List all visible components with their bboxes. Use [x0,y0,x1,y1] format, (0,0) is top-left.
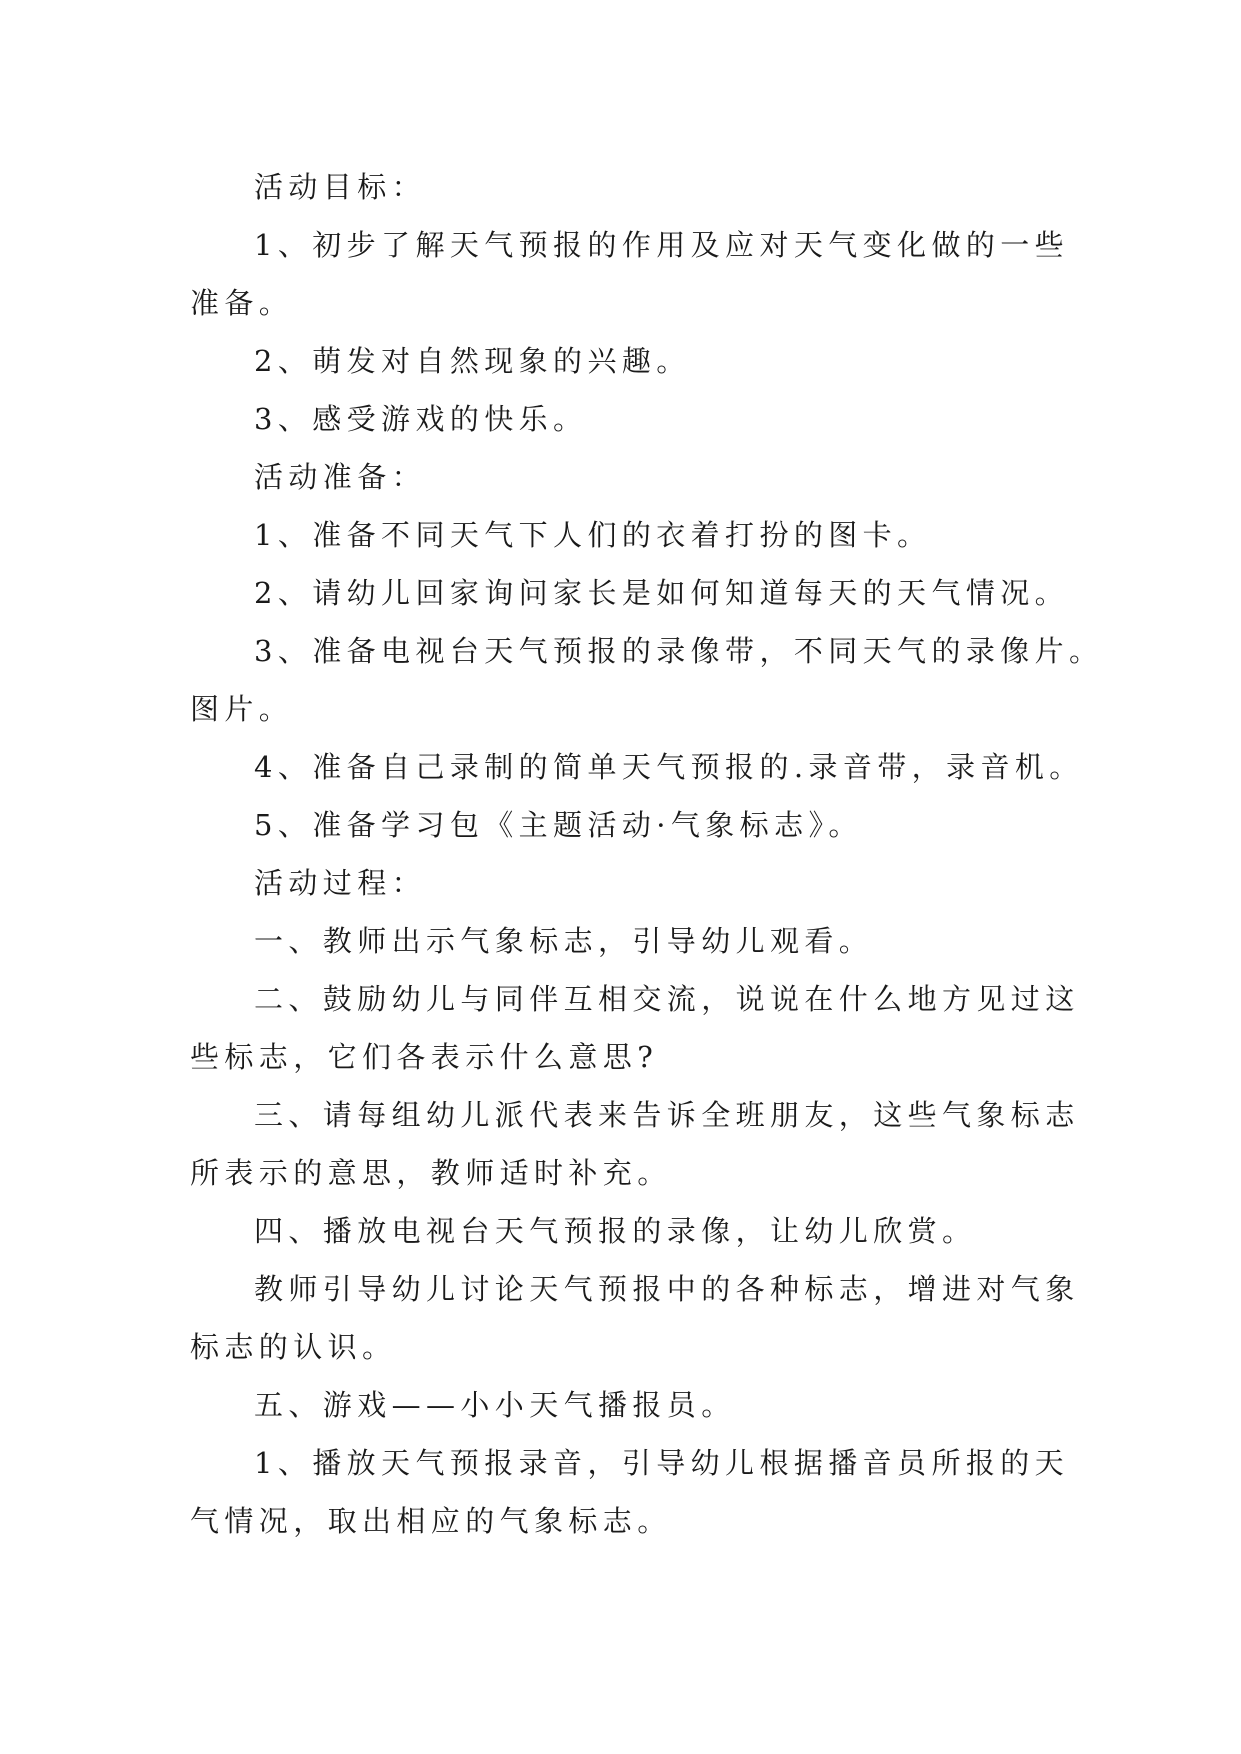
text-line: 1、初步了解天气预报的作用及应对天气变化做的一些 [254,228,1070,262]
text-line: 教师引导幼儿讨论天气预报中的各种标志，增进对气象 [254,1272,1080,1306]
text-line: 5、准备学习包《主题活动·气象标志》。 [254,808,863,842]
text-line: 标志的认识。 [190,1330,397,1364]
text-line: 些标志，它们各表示什么意思? [190,1040,659,1074]
text-line: 2、萌发对自然现象的兴趣。 [254,344,691,378]
document-body [190,158,1104,1550]
text-line: 气情况，取出相应的气象标志。 [190,1504,672,1538]
text-line: 二、鼓励幼儿与同伴互相交流，说说在什么地方见过这 [254,982,1080,1016]
text-line: 3、准备电视台天气预报的录像带，不同天气的录像片。 [254,634,1104,668]
text-line: 1、播放天气预报录音，引导幼儿根据播音员所报的天 [254,1446,1070,1480]
text-line: 准备。 [190,286,294,320]
heading-activity-preparation: 活动准备： [254,460,427,494]
heading-activity-goals: 活动目标： [254,170,427,204]
text-line: 四、播放电视台天气预报的录像，让幼儿欣赏。 [254,1214,977,1248]
text-line: 1、准备不同天气下人们的衣着打扮的图卡。 [254,518,932,552]
text-line: 3、感受游戏的快乐。 [254,402,588,436]
text-line: 图片。 [190,692,294,726]
text-line: 一、教师出示气象标志，引导幼儿观看。 [254,924,874,958]
text-line: 五、游戏——小小天气播报员。 [254,1388,736,1422]
text-line: 三、请每组幼儿派代表来告诉全班朋友，这些气象标志 [254,1098,1080,1132]
heading-activity-process: 活动过程： [254,866,427,900]
text-line: 2、请幼儿回家询问家长是如何知道每天的天气情况。 [254,576,1070,610]
text-line: 所表示的意思，教师适时补充。 [190,1156,672,1190]
text-line: 4、准备自己录制的简单天气预报的.录音带，录音机。 [254,750,1084,784]
